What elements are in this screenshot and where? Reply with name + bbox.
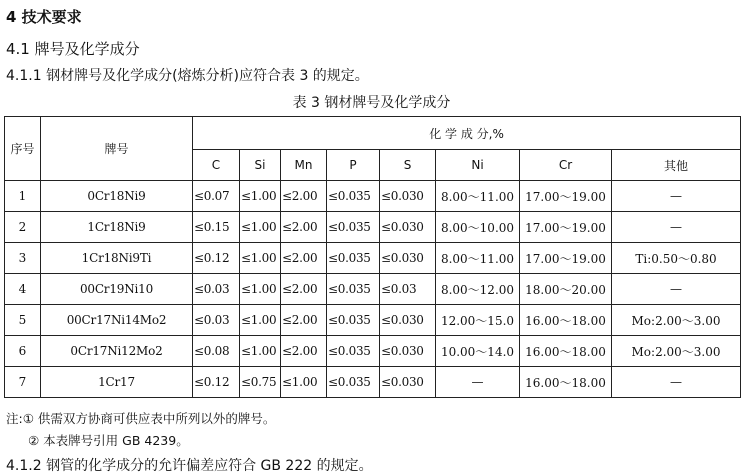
header-grade: 牌号 [41,117,193,181]
cell-p: ≤0.035 [327,181,380,212]
cell-mn: ≤2.00 [281,243,327,274]
header-element-cr: Cr [520,150,612,181]
cell-serial: 1 [5,181,41,212]
header-element-mn: Mn [281,150,327,181]
cell-grade: 1Cr18Ni9Ti [41,243,193,274]
cell-serial: 2 [5,212,41,243]
cell-serial: 4 [5,274,41,305]
cell-p: ≤0.035 [327,274,380,305]
clause-4-1-2: 4.1.2 钢管的化学成分的允许偏差应符合 GB 222 的规定。 [6,458,373,474]
cell-cr: 17.00～19.00 [520,181,612,212]
cell-c: ≤0.03 [193,305,240,336]
cell-si: ≤0.75 [240,367,281,398]
cell-ni: — [436,367,520,398]
cell-ni: 8.00～11.00 [436,181,520,212]
cell-s: ≤0.030 [380,243,436,274]
cell-ni: 8.00～11.00 [436,243,520,274]
cell-s: ≤0.03 [380,274,436,305]
cell-si: ≤1.00 [240,212,281,243]
header-element-other: 其他 [612,150,741,181]
table-row [5,181,741,212]
header-element-si: Si [240,150,281,181]
cell-other: — [612,212,741,243]
table-row [5,212,741,243]
subsection-heading: 4.1 牌号及化学成分 [6,40,140,58]
cell-c: ≤0.03 [193,274,240,305]
cell-mn: ≤2.00 [281,336,327,367]
header-element-p: P [327,150,380,181]
cell-cr: 18.00～20.00 [520,274,612,305]
cell-si: ≤1.00 [240,305,281,336]
cell-ni: 8.00～10.00 [436,212,520,243]
cell-other: Ti:0.50～0.80 [612,243,741,274]
header-element-c: C [193,150,240,181]
cell-s: ≤0.030 [380,367,436,398]
cell-cr: 16.00～18.00 [520,305,612,336]
cell-p: ≤0.035 [327,243,380,274]
cell-other: Mo:2.00～3.00 [612,336,741,367]
table-row [5,367,741,398]
header-element-ni: Ni [436,150,520,181]
cell-grade: 00Cr19Ni10 [41,274,193,305]
cell-other: — [612,367,741,398]
cell-serial: 3 [5,243,41,274]
table-row [5,274,741,305]
cell-cr: 16.00～18.00 [520,336,612,367]
cell-c: ≤0.08 [193,336,240,367]
table-row [5,305,741,336]
header-element-s: S [380,150,436,181]
cell-mn: ≤2.00 [281,274,327,305]
cell-si: ≤1.00 [240,274,281,305]
cell-grade: 0Cr18Ni9 [41,181,193,212]
cell-s: ≤0.030 [380,212,436,243]
cell-cr: 16.00～18.00 [520,367,612,398]
cell-ni: 8.00～12.00 [436,274,520,305]
cell-mn: ≤2.00 [281,181,327,212]
table-note-1: 注:① 供需双方协商可供应表中所列以外的牌号。 [6,411,276,426]
clause-4-1-1: 4.1.1 钢材牌号及化学成分(熔炼分析)应符合表 3 的规定。 [6,68,369,84]
cell-cr: 17.00～19.00 [520,212,612,243]
cell-other: — [612,181,741,212]
header-serial: 序号 [5,117,41,181]
cell-grade: 1Cr17 [41,367,193,398]
cell-p: ≤0.035 [327,212,380,243]
cell-mn: ≤2.00 [281,212,327,243]
cell-other: Mo:2.00～3.00 [612,305,741,336]
cell-other: — [612,274,741,305]
cell-serial: 6 [5,336,41,367]
cell-grade: 0Cr17Ni12Mo2 [41,336,193,367]
cell-si: ≤1.00 [240,243,281,274]
cell-c: ≤0.12 [193,367,240,398]
section-heading: 4 技术要求 [6,8,82,26]
table-row [5,336,741,367]
cell-si: ≤1.00 [240,181,281,212]
cell-mn: ≤2.00 [281,305,327,336]
cell-p: ≤0.035 [327,336,380,367]
table-note-2: ② 本表牌号引用 GB 4239。 [28,433,189,448]
cell-mn: ≤1.00 [281,367,327,398]
cell-p: ≤0.035 [327,305,380,336]
cell-ni: 10.00～14.0 [436,336,520,367]
cell-si: ≤1.00 [240,336,281,367]
cell-grade: 00Cr17Ni14Mo2 [41,305,193,336]
cell-c: ≤0.15 [193,212,240,243]
cell-s: ≤0.030 [380,336,436,367]
cell-serial: 5 [5,305,41,336]
cell-s: ≤0.030 [380,181,436,212]
composition-table [4,116,741,398]
header-composition: 化 学 成 分,% [193,117,741,150]
cell-ni: 12.00～15.0 [436,305,520,336]
cell-cr: 17.00～19.00 [520,243,612,274]
cell-c: ≤0.07 [193,181,240,212]
cell-c: ≤0.12 [193,243,240,274]
cell-serial: 7 [5,367,41,398]
cell-s: ≤0.030 [380,305,436,336]
cell-grade: 1Cr18Ni9 [41,212,193,243]
table-caption: 表 3 钢材牌号及化学成分 [292,95,451,111]
cell-p: ≤0.035 [327,367,380,398]
table-row [5,243,741,274]
